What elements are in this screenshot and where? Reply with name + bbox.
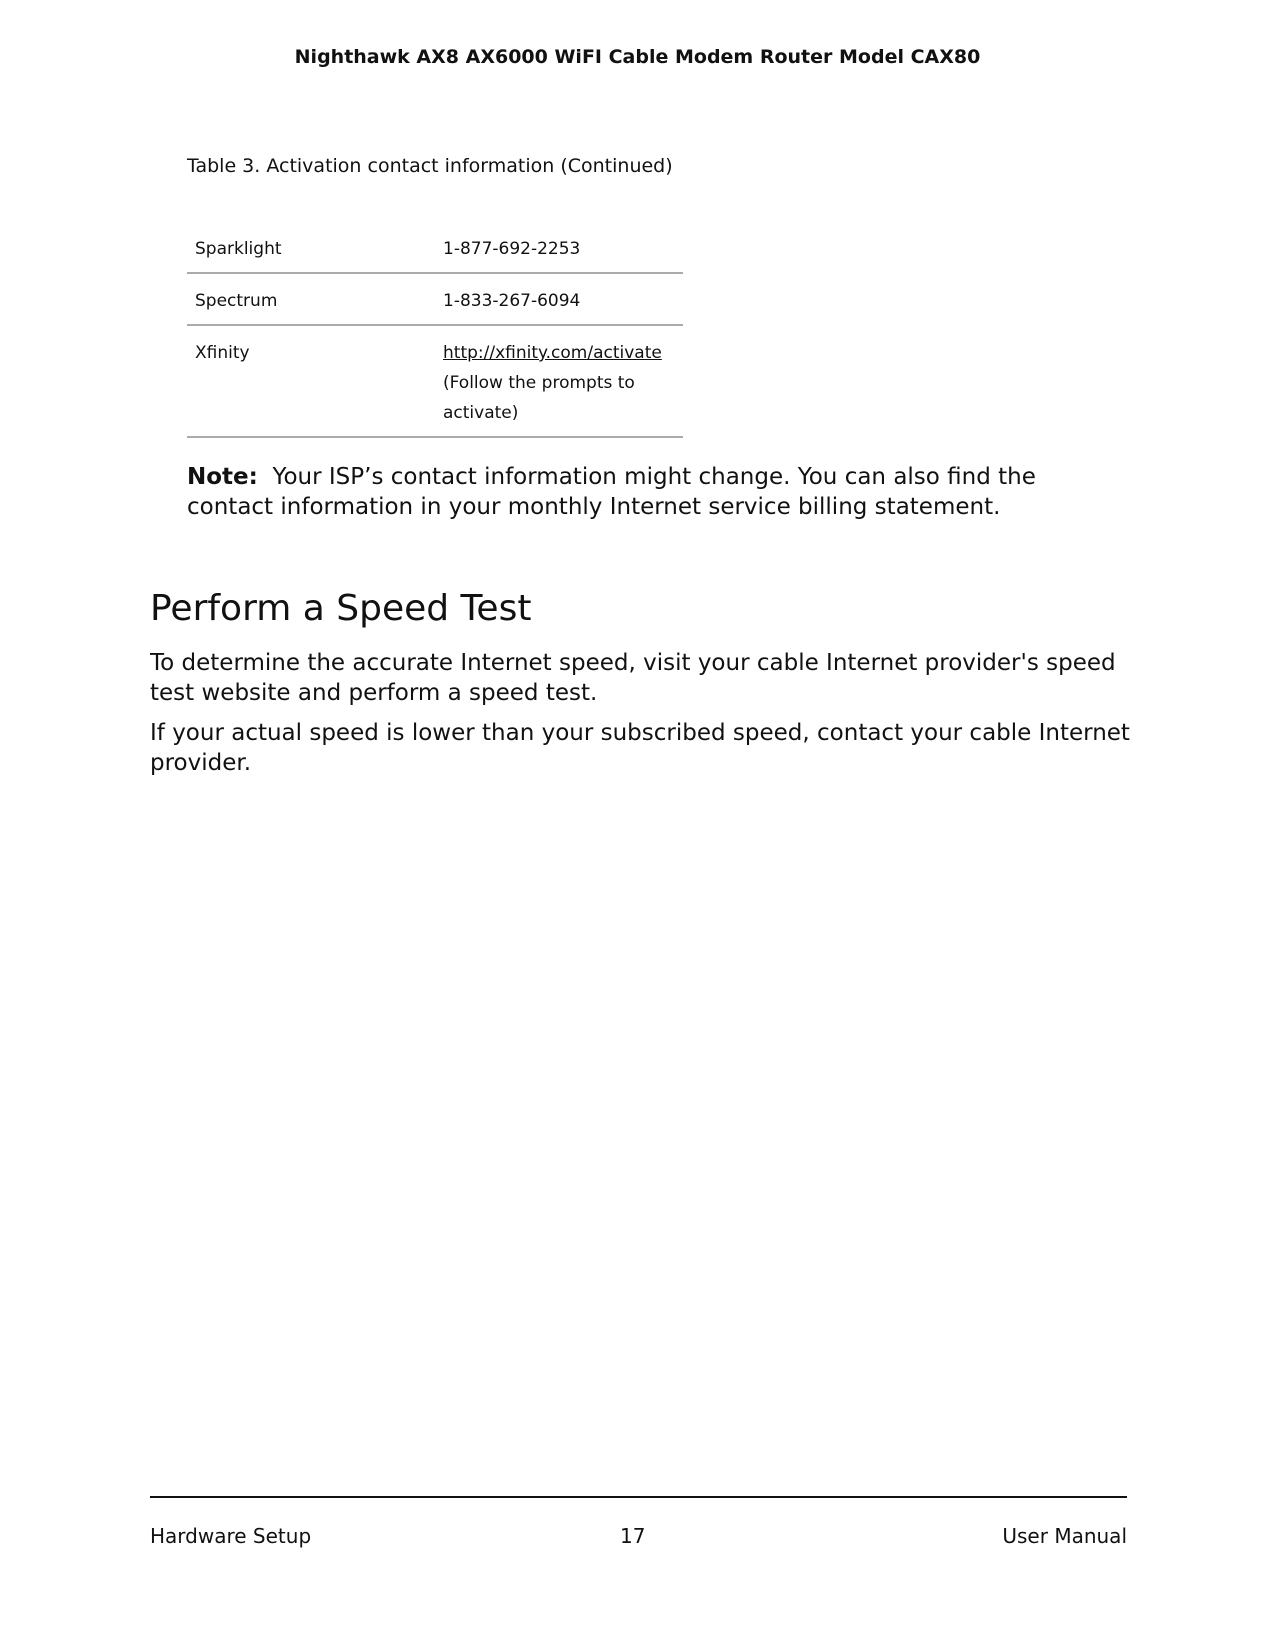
provider-cell: Xfinity — [187, 325, 435, 437]
provider-cell: Spectrum — [187, 273, 435, 325]
running-header: Nighthawk AX8 AX6000 WiFI Cable Modem Router Model CAX80 — [294, 46, 981, 68]
page-number: 17 — [620, 1524, 646, 1548]
note-label: Note: — [187, 464, 258, 490]
contact-cell: 1-877-692-2253 — [435, 222, 683, 273]
contact-text: (Follow the prompts to activate) — [443, 373, 635, 423]
table-row — [187, 273, 683, 325]
contact-cell: 1-833-267-6094 — [435, 273, 683, 325]
table-row — [187, 325, 683, 437]
provider-cell: Sparklight — [187, 222, 435, 273]
footer-rule — [150, 1496, 1127, 1498]
paragraph: If your actual speed is lower than your subscribed speed, contact your cable Internet provider. — [150, 720, 1130, 776]
footer-left: Hardware Setup — [150, 1524, 312, 1548]
table-caption: Table 3. Activation contact information (Continued) — [187, 155, 673, 177]
xfinity-activate-link[interactable]: http://xfinity.com/activate — [443, 343, 662, 363]
table-row — [187, 222, 683, 273]
paragraph: To determine the accurate Internet speed, visit your cable Internet provider's speed test website and perform a speed test. — [150, 650, 1116, 706]
note-text: Your ISP’s contact information might change. You can also find the contact information in your monthly Internet service billing statement. — [187, 464, 1036, 520]
note — [187, 462, 1127, 522]
contact-cell — [435, 325, 683, 437]
activation-table — [187, 222, 683, 438]
footer-right: User Manual — [1002, 1524, 1127, 1548]
section-title: Perform a Speed Test — [150, 588, 532, 629]
